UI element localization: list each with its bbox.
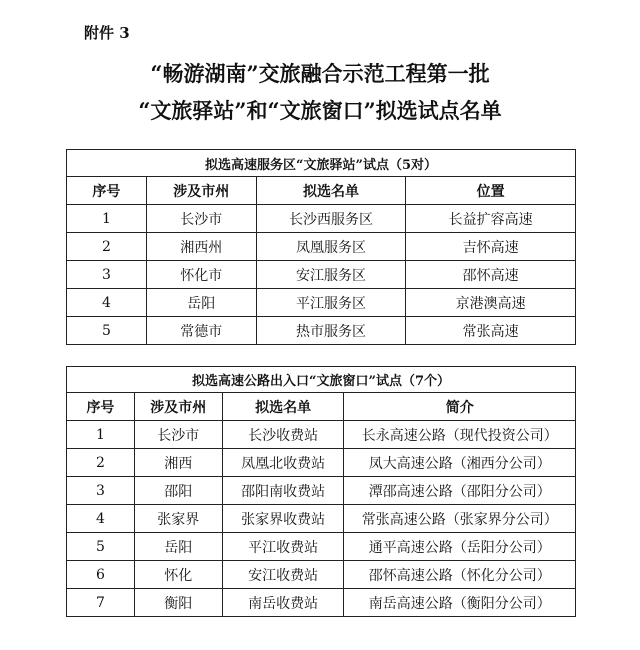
column-header: 涉及市州 (146, 177, 256, 205)
table-cell: 长沙市 (146, 205, 256, 233)
column-header: 序号 (67, 177, 147, 205)
table-cell: 3 (67, 261, 147, 289)
table-row (67, 589, 576, 617)
table-row (67, 477, 576, 505)
table-cell: 5 (67, 533, 135, 561)
table-cell: 吉怀高速 (406, 233, 576, 261)
table-cell: 常张高速公路（张家界分公司） (344, 505, 576, 533)
table-cell: 安江服务区 (256, 261, 406, 289)
table-cell: 湘西州 (146, 233, 256, 261)
table-cell: 邵怀高速公路（怀化分公司） (344, 561, 576, 589)
toll-station-table (66, 366, 576, 617)
table-cell: 邵阳南收费站 (222, 477, 344, 505)
column-header: 序号 (67, 393, 135, 421)
table-cell: 热市服务区 (256, 317, 406, 345)
table-cell: 潭邵高速公路（邵阳分公司） (344, 477, 576, 505)
service-area-table-caption: 拟选高速服务区“文旅驿站”试点（5对） (67, 150, 576, 177)
table-cell: 2 (67, 449, 135, 477)
table-cell: 长益扩容高速 (406, 205, 576, 233)
table-row (67, 289, 576, 317)
column-header: 位置 (406, 177, 576, 205)
table-header-row (67, 393, 576, 421)
attachment-label: 附件 3 (84, 24, 130, 42)
table-cell: 邵怀高速 (406, 261, 576, 289)
table-cell: 岳阳 (146, 289, 256, 317)
table-cell: 7 (67, 589, 135, 617)
table-row (67, 505, 576, 533)
table-row (67, 561, 576, 589)
table-row (67, 261, 576, 289)
table-cell: 长沙市 (134, 421, 222, 449)
table-cell: 岳阳 (134, 533, 222, 561)
table-cell: 平江收费站 (222, 533, 344, 561)
table-cell: 怀化市 (146, 261, 256, 289)
table-cell: 1 (67, 205, 147, 233)
table-cell: 凤大高速公路（湘西分公司） (344, 449, 576, 477)
table-cell: 南岳高速公路（衡阳分公司） (344, 589, 576, 617)
table-cell: 长沙西服务区 (256, 205, 406, 233)
table-cell: 衡阳 (134, 589, 222, 617)
table-cell: 常张高速 (406, 317, 576, 345)
table-row (67, 317, 576, 345)
table-cell: 安江收费站 (222, 561, 344, 589)
table-cell: 长永高速公路（现代投资公司） (344, 421, 576, 449)
table-cell: 3 (67, 477, 135, 505)
table-cell: 南岳收费站 (222, 589, 344, 617)
table-cell: 京港澳高速 (406, 289, 576, 317)
table-row (67, 449, 576, 477)
table-cell: 凤凰北收费站 (222, 449, 344, 477)
table-row (67, 533, 576, 561)
table-row (67, 205, 576, 233)
table-cell: 邵阳 (134, 477, 222, 505)
table-cell: 6 (67, 561, 135, 589)
table-cell: 凤凰服务区 (256, 233, 406, 261)
table-cell: 1 (67, 421, 135, 449)
column-header: 拟选名单 (256, 177, 406, 205)
table-row (67, 421, 576, 449)
table-cell: 4 (67, 505, 135, 533)
table-cell: 平江服务区 (256, 289, 406, 317)
table-cell: 5 (67, 317, 147, 345)
table-cell: 长沙收费站 (222, 421, 344, 449)
table-cell: 常德市 (146, 317, 256, 345)
table-cell: 张家界 (134, 505, 222, 533)
column-header: 涉及市州 (134, 393, 222, 421)
document-title-line-2: “文旅驿站”和“文旅窗口”拟选试点名单 (138, 98, 502, 123)
table-cell: 2 (67, 233, 147, 261)
service-area-table (66, 149, 576, 345)
table-row (67, 233, 576, 261)
toll-station-table-caption: 拟选高速公路出入口“文旅窗口”试点（7个） (67, 367, 576, 393)
column-header: 简介 (344, 393, 576, 421)
table-cell: 4 (67, 289, 147, 317)
document-title-line-1: “畅游湖南”交旅融合示范工程第一批 (150, 61, 490, 86)
table-cell: 怀化 (134, 561, 222, 589)
table-cell: 湘西 (134, 449, 222, 477)
table-cell: 通平高速公路（岳阳分公司） (344, 533, 576, 561)
table-cell: 张家界收费站 (222, 505, 344, 533)
table-header-row (67, 177, 576, 205)
column-header: 拟选名单 (222, 393, 344, 421)
